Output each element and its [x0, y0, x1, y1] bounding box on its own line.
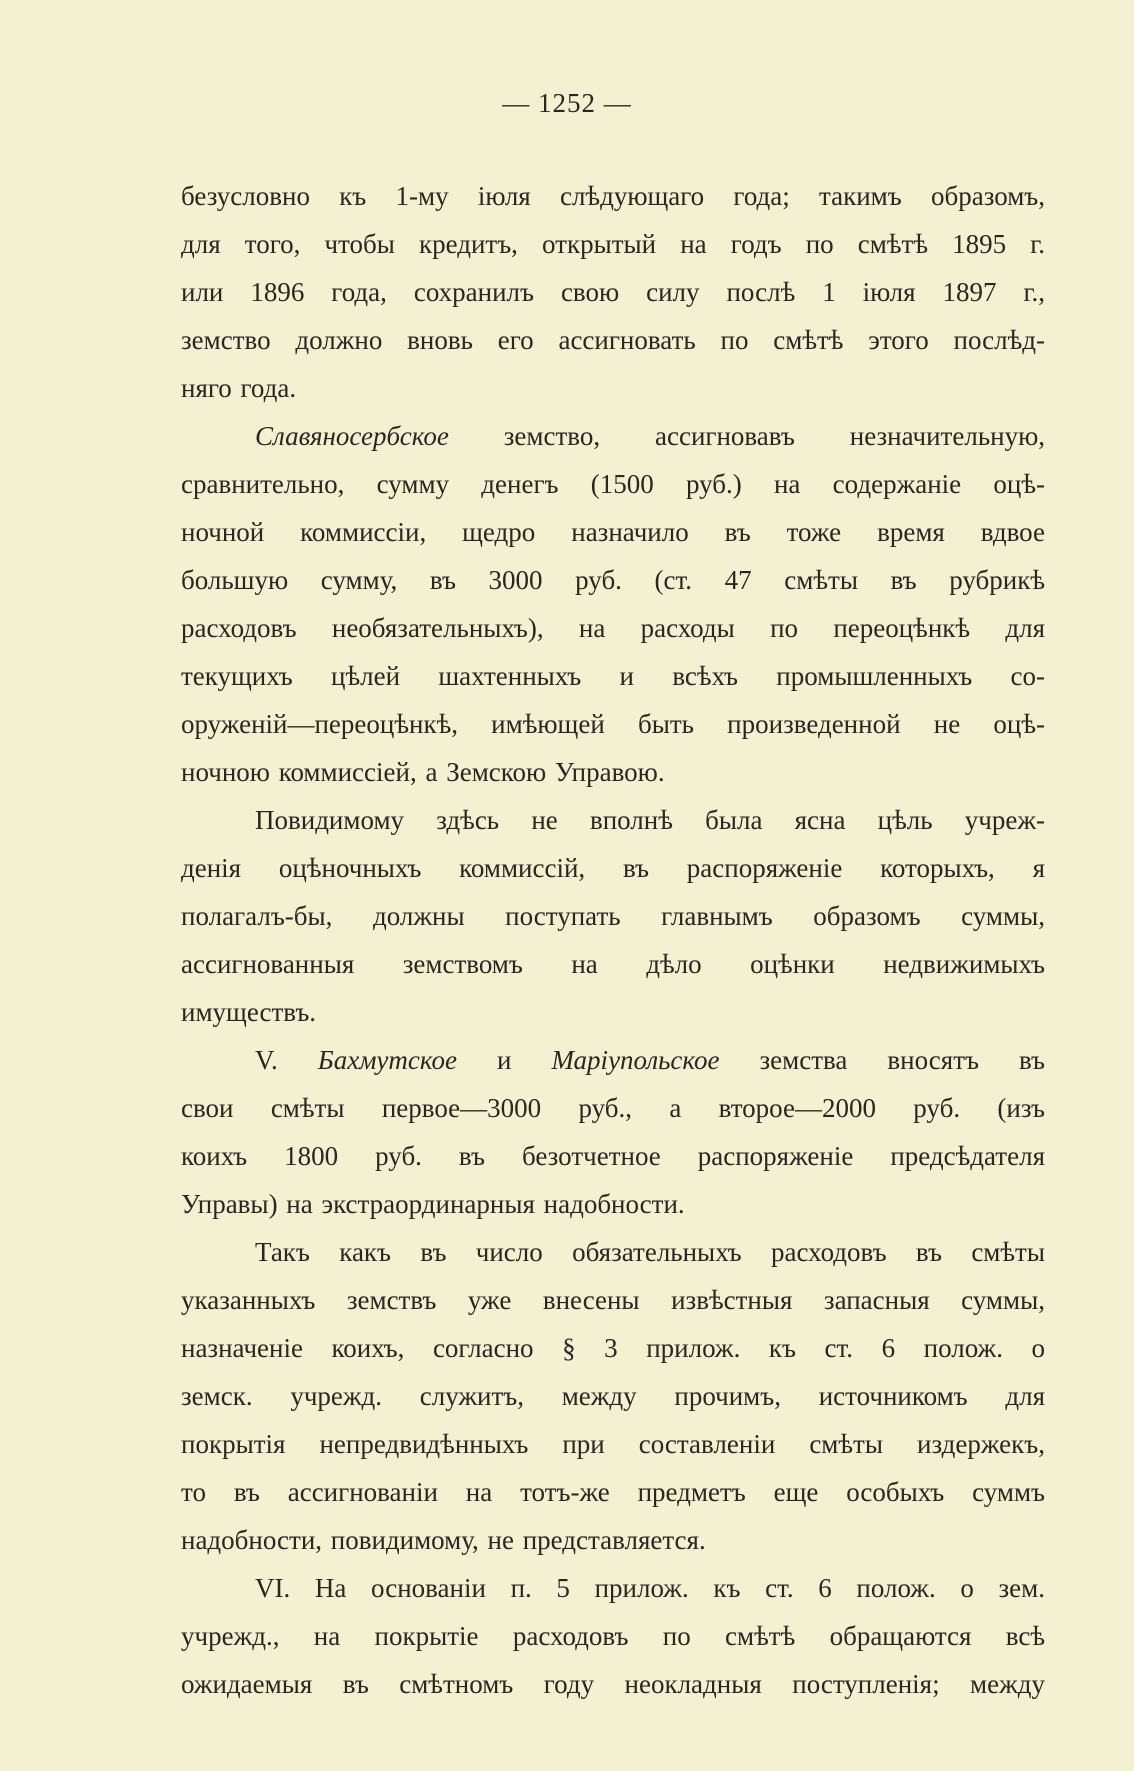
- text-run: земство, ассигновавъ незначительную,: [448, 421, 1045, 451]
- text-run: земства вносятъ въ: [719, 1045, 1045, 1075]
- text-run: большую сумму, въ 3000 руб. (ст. 47 смѣты въ рубрикѣ: [181, 565, 1045, 595]
- text-run: ожидаемыя въ смѣтномъ году неокладныя поступленія; между: [181, 1669, 1045, 1699]
- text-run: то въ ассигнованіи на тотъ-же предметъ еще особыхъ суммъ: [181, 1477, 1045, 1507]
- text-run: Повидимому здѣсь не вполнѣ была ясна цѣль учреж-: [255, 805, 1045, 835]
- text-run: надобности, повидимому, не представляется.: [181, 1525, 706, 1555]
- text-line: [181, 1420, 1045, 1468]
- text-line: [181, 940, 1045, 988]
- text-line: [181, 604, 1045, 652]
- text-line: [181, 844, 1045, 892]
- text-line: [181, 460, 1045, 508]
- page-number: — 1252 —: [502, 88, 632, 118]
- text-run: ночной коммиссіи, щедро назначило въ тоже время вдвое: [181, 517, 1045, 547]
- italic-name: Славяносербское: [255, 421, 449, 451]
- text-run: земство должно вновь его ассигновать по смѣтѣ этого послѣд-: [181, 325, 1045, 355]
- text-line: [181, 1660, 1045, 1708]
- text-line: [181, 172, 1045, 220]
- text-run: учрежд., на покрытіе расходовъ по смѣтѣ обращаются всѣ: [181, 1621, 1045, 1651]
- text-run: свои смѣты первое—3000 руб., а второе—2000 руб. (изъ: [181, 1093, 1045, 1123]
- text-run: для того, чтобы кредитъ, открытый на годъ по смѣтѣ 1895 г.: [181, 229, 1045, 259]
- text-run: или 1896 года, сохранилъ свою силу послѣ 1 іюля 1897 г.,: [181, 277, 1045, 307]
- text-run: расходовъ необязательныхъ), на расходы по переоцѣнкѣ для: [181, 613, 1045, 643]
- text-line: [181, 316, 1045, 364]
- text-run: ночною коммиссіей, а Земскою Управою.: [181, 757, 665, 787]
- text-run: V.: [255, 1045, 318, 1075]
- text-run: безусловно къ 1-му іюля слѣдующаго года; такимъ образомъ,: [181, 181, 1045, 211]
- text-line: [181, 1132, 1045, 1180]
- text-line: [181, 556, 1045, 604]
- text-line: [181, 700, 1045, 748]
- text-line: [181, 1228, 1045, 1276]
- text-run: земск. учрежд. служитъ, между прочимъ, источникомъ для: [181, 1381, 1045, 1411]
- text-line: [181, 892, 1045, 940]
- text-line: [181, 412, 1045, 460]
- text-run: денія оцѣночныхъ коммиссій, въ распоряженіе которыхъ, я: [181, 853, 1045, 883]
- text-line: [181, 364, 1045, 412]
- text-line: [181, 1612, 1045, 1660]
- text-run: указанныхъ земствъ уже внесены извѣстныя запасныя суммы,: [181, 1285, 1045, 1315]
- italic-name: Маріупольское: [551, 1045, 720, 1075]
- text-run: Такъ какъ въ число обязательныхъ расходовъ въ смѣты: [255, 1237, 1045, 1267]
- italic-name: Бахмутское: [317, 1045, 457, 1075]
- text-line: [181, 1276, 1045, 1324]
- text-run: назначеніе коихъ, согласно § 3 прилож. къ ст. 6 полож. о: [181, 1333, 1045, 1363]
- text-run: няго года.: [181, 373, 297, 403]
- text-run: полагалъ-бы, должны поступать главнымъ образомъ суммы,: [181, 901, 1045, 931]
- text-run: коихъ 1800 руб. въ безотчетное распоряженіе предсѣдателя: [181, 1141, 1045, 1171]
- text-line: [181, 652, 1045, 700]
- text-run: текущихъ цѣлей шахтенныхъ и всѣхъ промышленныхъ со-: [181, 661, 1045, 691]
- text-run: оруженій—переоцѣнкѣ, имѣющей быть произведенной не оцѣ-: [181, 709, 1045, 739]
- text-line: [181, 1084, 1045, 1132]
- text-line: [181, 1468, 1045, 1516]
- text-run: и: [456, 1045, 552, 1075]
- text-line: [181, 1564, 1045, 1612]
- text-run: ассигнованныя земствомъ на дѣло оцѣнки недвижимыхъ: [181, 949, 1045, 979]
- text-line: [181, 748, 1045, 796]
- text-line: [181, 1324, 1045, 1372]
- text-line: [181, 1372, 1045, 1420]
- text-run: имуществъ.: [181, 997, 317, 1027]
- text-line: [181, 268, 1045, 316]
- text-line: [181, 1180, 1045, 1228]
- text-line: [181, 508, 1045, 556]
- text-line: [181, 1036, 1045, 1084]
- text-run: Управы) на экстраординарныя надобности.: [181, 1189, 685, 1219]
- text-run: VI. На основаніи п. 5 прилож. къ ст. 6 полож. о зем.: [255, 1573, 1045, 1603]
- text-line: [181, 220, 1045, 268]
- text-line: [181, 988, 1045, 1036]
- text-line: [181, 796, 1045, 844]
- text-run: сравнительно, сумму денегъ (1500 руб.) на содержаніе оцѣ-: [181, 469, 1045, 499]
- text-line: [181, 1516, 1045, 1564]
- text-run: покрытія непредвидѣнныхъ при составленіи смѣты издержекъ,: [181, 1429, 1045, 1459]
- body-text: [181, 172, 1045, 1708]
